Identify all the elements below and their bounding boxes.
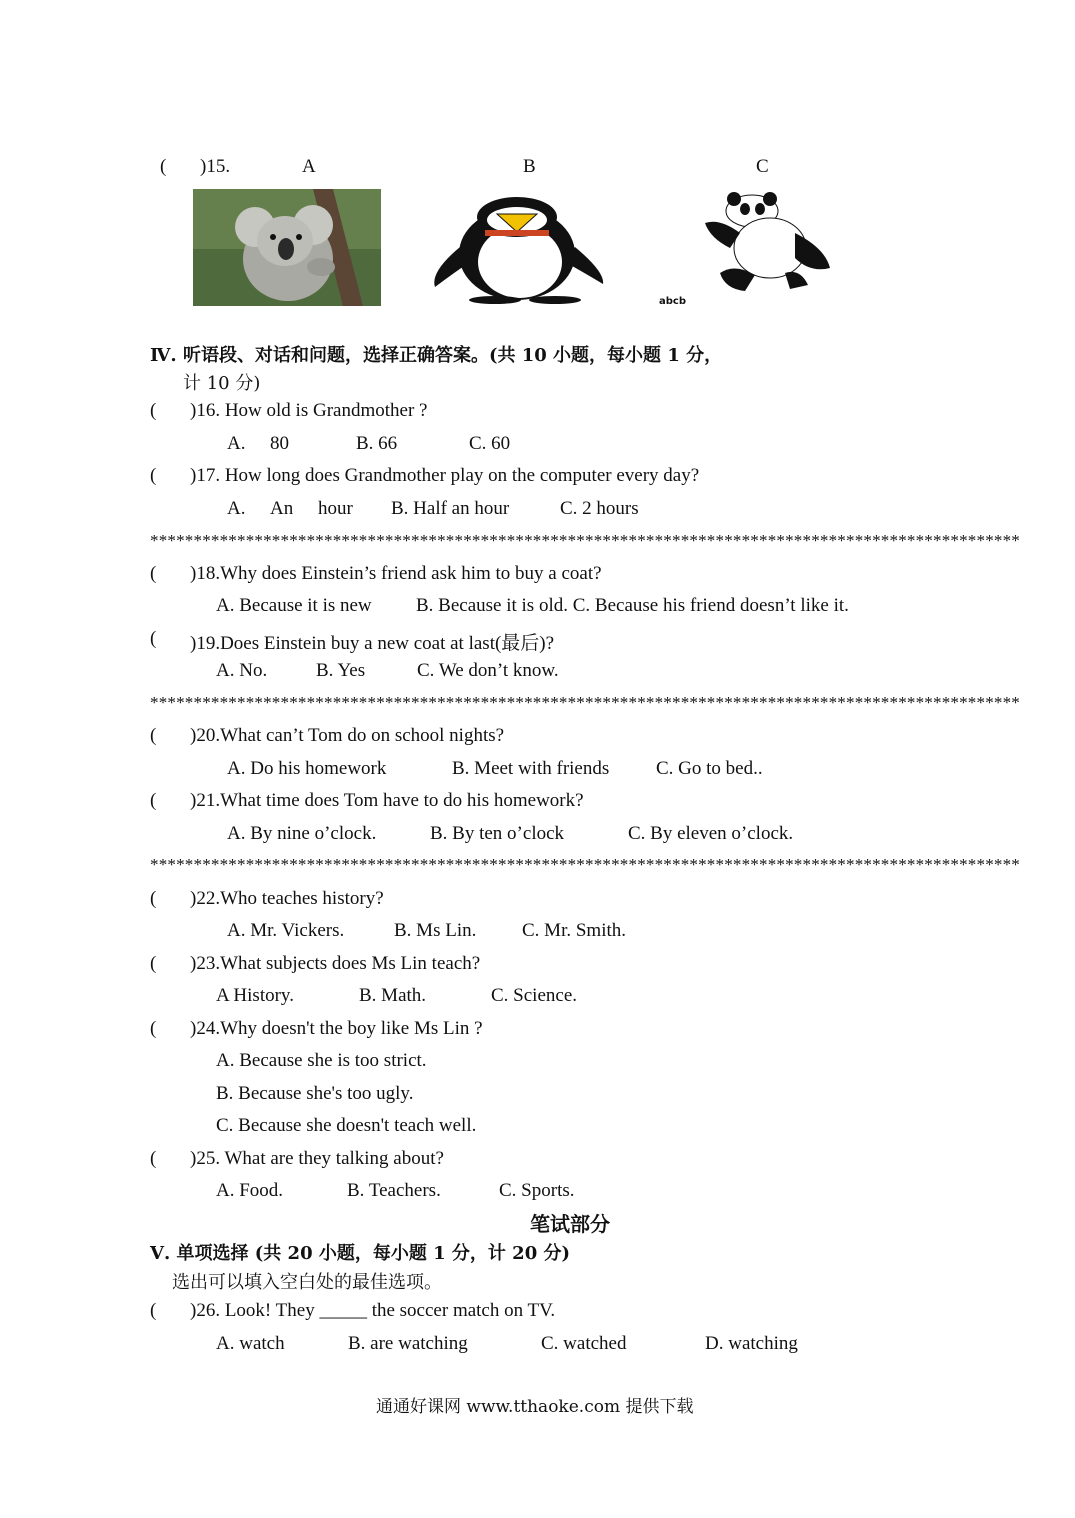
q19-option-a: A. No.: [216, 660, 268, 681]
q16-option-a: A.: [227, 433, 246, 454]
separator-stars-3: ****************************************************************************************************: [150, 855, 1020, 874]
page-footer: 通通好课网 www.tthaoke.com 提供下载: [376, 1397, 694, 1417]
q20-question: )20.What can’t Tom do on school nights?: [190, 725, 505, 746]
q23-question: )23.What subjects does Ms Lin teach?: [190, 953, 481, 974]
q21-option-b: B. By ten o’clock: [430, 823, 565, 844]
q22-option-a: A. Mr. Vickers.: [227, 920, 345, 941]
q16-option-b: B. 66: [356, 433, 398, 454]
q23-option-c: C. Science.: [491, 985, 578, 1006]
q21-paren: (: [150, 790, 157, 811]
q22-option-c: C. Mr. Smith.: [522, 920, 626, 941]
q17-option-a-word1: An: [270, 498, 294, 519]
q19-paren: (: [150, 628, 157, 649]
q25-paren: (: [150, 1148, 157, 1169]
q20-option-b: B. Meet with friends: [452, 758, 610, 779]
q15-paren-open: (: [160, 156, 167, 177]
q22-question: )22.Who teaches history?: [190, 888, 384, 909]
q23-option-a: A History.: [216, 985, 294, 1006]
q25-option-a: A. Food.: [216, 1180, 284, 1201]
q20-option-c: C. Go to bed..: [656, 758, 763, 779]
q15-label-a: A: [302, 156, 316, 177]
q19-option-b: B. Yes: [316, 660, 366, 681]
koala-image: [193, 189, 381, 306]
q16-question: )16. How old is Grandmother ?: [190, 400, 428, 421]
q17-option-c: C. 2 hours: [560, 498, 639, 519]
separator-stars-2: ****************************************************************************************************: [150, 693, 1020, 712]
penguin-image: [425, 192, 607, 304]
q18-option-bc: B. Because it is old. C. Because his friend doesn’t like it.: [416, 595, 849, 616]
q26-paren: (: [150, 1300, 157, 1321]
q17-paren: (: [150, 465, 157, 486]
q16-paren: (: [150, 400, 157, 421]
q26-option-d: D. watching: [705, 1333, 798, 1354]
q22-paren: (: [150, 888, 157, 909]
separator-stars-1: ****************************************************************************************************: [150, 531, 1020, 550]
q20-paren: (: [150, 725, 157, 746]
panda-image: [700, 193, 832, 291]
section4-title-cont: 计 10 分): [183, 373, 261, 394]
q21-option-c: C. By eleven o’clock.: [628, 823, 794, 844]
q15-label-b: B: [523, 156, 536, 177]
q15-number: )15.: [200, 156, 231, 177]
q23-paren: (: [150, 953, 157, 974]
q25-option-b: B. Teachers.: [347, 1180, 441, 1201]
q24-option-a: A. Because she is too strict.: [216, 1050, 427, 1071]
q21-question: )21.What time does Tom have to do his homework?: [190, 790, 584, 811]
section5-subtitle: 选出可以填入空白处的最佳选项。: [172, 1272, 442, 1293]
q19-question: )19.Does Einstein buy a new coat at last(最后)?: [190, 633, 555, 654]
q18-question: )18.Why does Einstein’s friend ask him to buy a coat?: [190, 563, 602, 584]
q26-option-a: A. watch: [216, 1333, 285, 1354]
q24-question: )24.Why doesn't the boy like Ms Lin ?: [190, 1018, 483, 1039]
q19-option-c: C. We don’t know.: [417, 660, 559, 681]
q24-option-c: C. Because she doesn't teach well.: [216, 1115, 477, 1136]
q16-option-c: C. 60: [469, 433, 511, 454]
q18-option-a: A. Because it is new: [216, 595, 372, 616]
q17-option-a-word2: hour: [318, 498, 353, 519]
q22-option-b: B. Ms Lin.: [394, 920, 477, 941]
q24-paren: (: [150, 1018, 157, 1039]
q16-option-a-val: 80: [270, 433, 289, 454]
q17-option-b: B. Half an hour: [391, 498, 510, 519]
q26-question: )26. Look! They _____ the soccer match on TV.: [190, 1300, 556, 1321]
q17-option-a: A.: [227, 498, 246, 519]
q25-option-c: C. Sports.: [499, 1180, 575, 1201]
section5-title: Ⅴ. 单项选择 (共 20 小题，每小题 1 分，计 20 分): [150, 1243, 571, 1264]
q25-question: )25. What are they talking about?: [190, 1148, 444, 1169]
q21-option-a: A. By nine o’clock.: [227, 823, 377, 844]
q26-option-b: B. are watching: [348, 1333, 468, 1354]
q18-paren: (: [150, 563, 157, 584]
q15-label-c: C: [756, 156, 769, 177]
section4-title: Ⅳ. 听语段、对话和问题，选择正确答案。(共 10 小题，每小题 1 分，: [150, 345, 723, 366]
q26-option-c: C. watched: [541, 1333, 627, 1354]
q17-question: )17. How long does Grandmother play on the computer every day?: [190, 465, 700, 486]
q23-option-b: B. Math.: [359, 985, 427, 1006]
written-part-heading: 笔试部分: [530, 1212, 610, 1236]
q20-option-a: A. Do his homework: [227, 758, 387, 779]
q24-option-b: B. Because she's too ugly.: [216, 1083, 414, 1104]
image-caption: abcb: [659, 296, 686, 307]
